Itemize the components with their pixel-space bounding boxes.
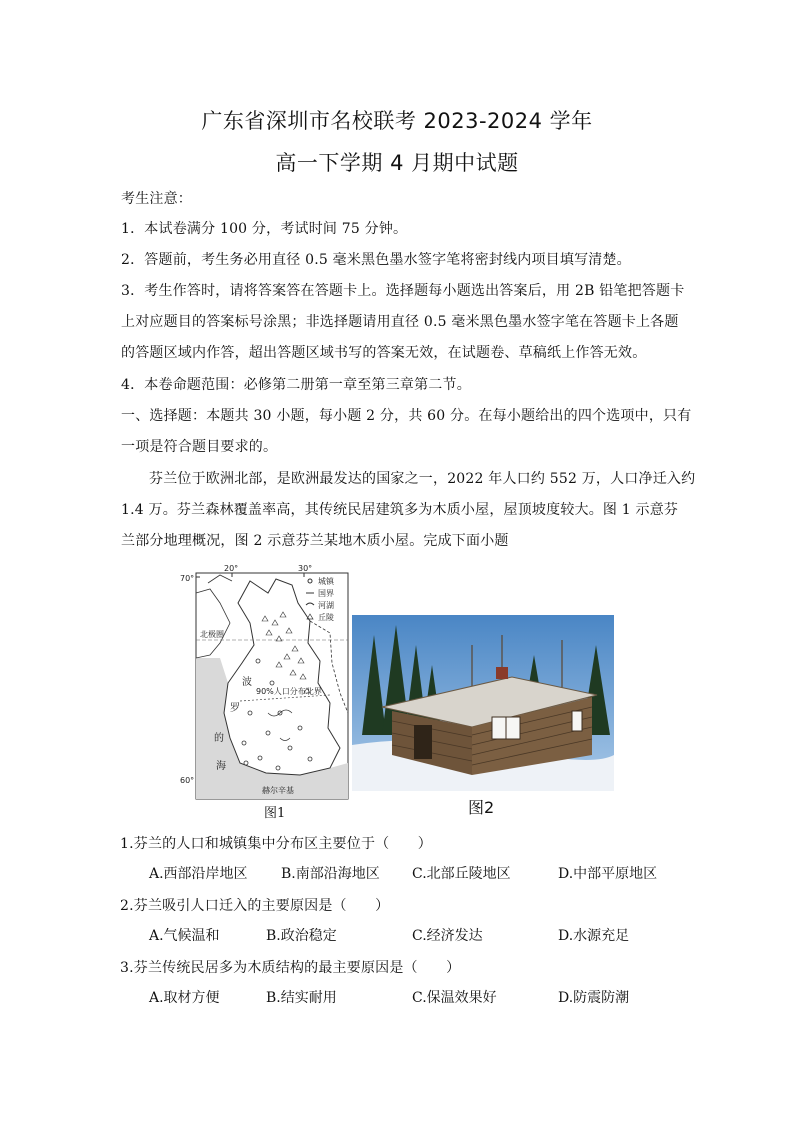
sea-char: 海 <box>216 761 226 772</box>
lon-30-label: 30° <box>298 564 313 573</box>
lat-60-label: 60° <box>180 776 195 785</box>
sea-char: 的 <box>214 733 224 744</box>
answer-option[interactable]: D.中部平原地区 <box>558 866 658 882</box>
answer-option[interactable]: A.取材方便 <box>149 990 220 1006</box>
lat-70-label: 70° <box>180 574 195 583</box>
answer-option[interactable]: B.政治稳定 <box>266 928 337 944</box>
page-title: 广东省深圳市名校联考 2023-2024 学年 <box>201 109 593 133</box>
answer-option[interactable]: C.保温效果好 <box>412 990 497 1006</box>
figure2-caption: 图2 <box>468 798 495 817</box>
question-stem: 2.芬兰吸引人口迁入的主要原因是（ ） <box>120 898 390 914</box>
notice-item: 3．考生作答时，请将答案答在答题卡上。选择题每小题选出答案后，用 2B 铅笔把答题卡 <box>121 283 685 299</box>
answer-option[interactable]: C.经济发达 <box>412 928 483 944</box>
wooden-hut-photo <box>352 615 614 791</box>
sea-char: 罗 <box>230 703 240 714</box>
answer-option[interactable]: D.防震防潮 <box>558 990 630 1006</box>
notice-item: 的答题区域内作答，超出答题区域书写的答案无效，在试题卷、草稿纸上作答无效。 <box>121 345 647 361</box>
notice-item: 2．答题前，考生务必用直径 0.5 毫米黑色墨水签字笔将密封线内项目填写清楚。 <box>121 252 631 268</box>
sea-char: 波 <box>242 677 252 688</box>
figure1-caption: 图1 <box>264 806 286 821</box>
section-instruction: 一、选择题：本题共 30 小题，每小题 2 分，共 60 分。在每小题给出的四个选项中，只有 <box>121 408 692 424</box>
page-subtitle: 高一下学期 4 月期中试题 <box>275 151 519 175</box>
population-line-label: 90%人口分布北界 <box>256 687 322 696</box>
notice-heading: 考生注意： <box>121 191 192 207</box>
capital-label: 赫尔辛基 <box>262 786 294 795</box>
passage-line: 1.4 万。芬兰森林覆盖率高，其传统民居建筑多为木质小屋，屋顶坡度较大。图 1 示意芬 <box>121 502 679 518</box>
answer-option[interactable]: B.南部沿海地区 <box>281 866 380 882</box>
question-stem: 1.芬兰的人口和城镇集中分布区主要位于（ ） <box>120 836 432 852</box>
lon-20-label: 20° <box>224 564 239 573</box>
section-instruction-cont: 一项是符合题目要求的。 <box>121 439 278 455</box>
legend-hills: 丘陵 <box>318 613 334 622</box>
answer-option[interactable]: A.气候温和 <box>149 928 220 944</box>
legend-town: 城镇 <box>318 577 334 586</box>
legend-rivers: 河湖 <box>318 601 334 610</box>
answer-option[interactable]: B.结实耐用 <box>266 990 337 1006</box>
passage-line: 芬兰位于欧洲北部，是欧洲最发达的国家之一，2022 年人口约 552 万，人口净迁入约 <box>149 471 696 487</box>
answer-option[interactable]: C.北部丘陵地区 <box>412 866 511 882</box>
finland-map <box>180 563 350 803</box>
notice-item: 4．本卷命题范围：必修第二册第一章至第三章第二节。 <box>121 377 471 393</box>
arctic-circle-label: 北极圈 <box>200 630 224 639</box>
legend-border: 国界 <box>318 589 334 598</box>
answer-option[interactable]: D.水源充足 <box>558 928 630 944</box>
question-stem: 3.芬兰传统民居多为木质结构的最主要原因是（ ） <box>120 960 461 976</box>
notice-item: 上对应题目的答案标号涂黑；非选择题请用直径 0.5 毫米黑色墨水签字笔在答题卡上各题 <box>121 314 679 330</box>
passage-line: 兰部分地理概况，图 2 示意芬兰某地木质小屋。完成下面小题 <box>121 533 509 549</box>
answer-option[interactable]: A.西部沿岸地区 <box>149 866 248 882</box>
notice-item: 1．本试卷满分 100 分，考试时间 75 分钟。 <box>121 221 408 237</box>
